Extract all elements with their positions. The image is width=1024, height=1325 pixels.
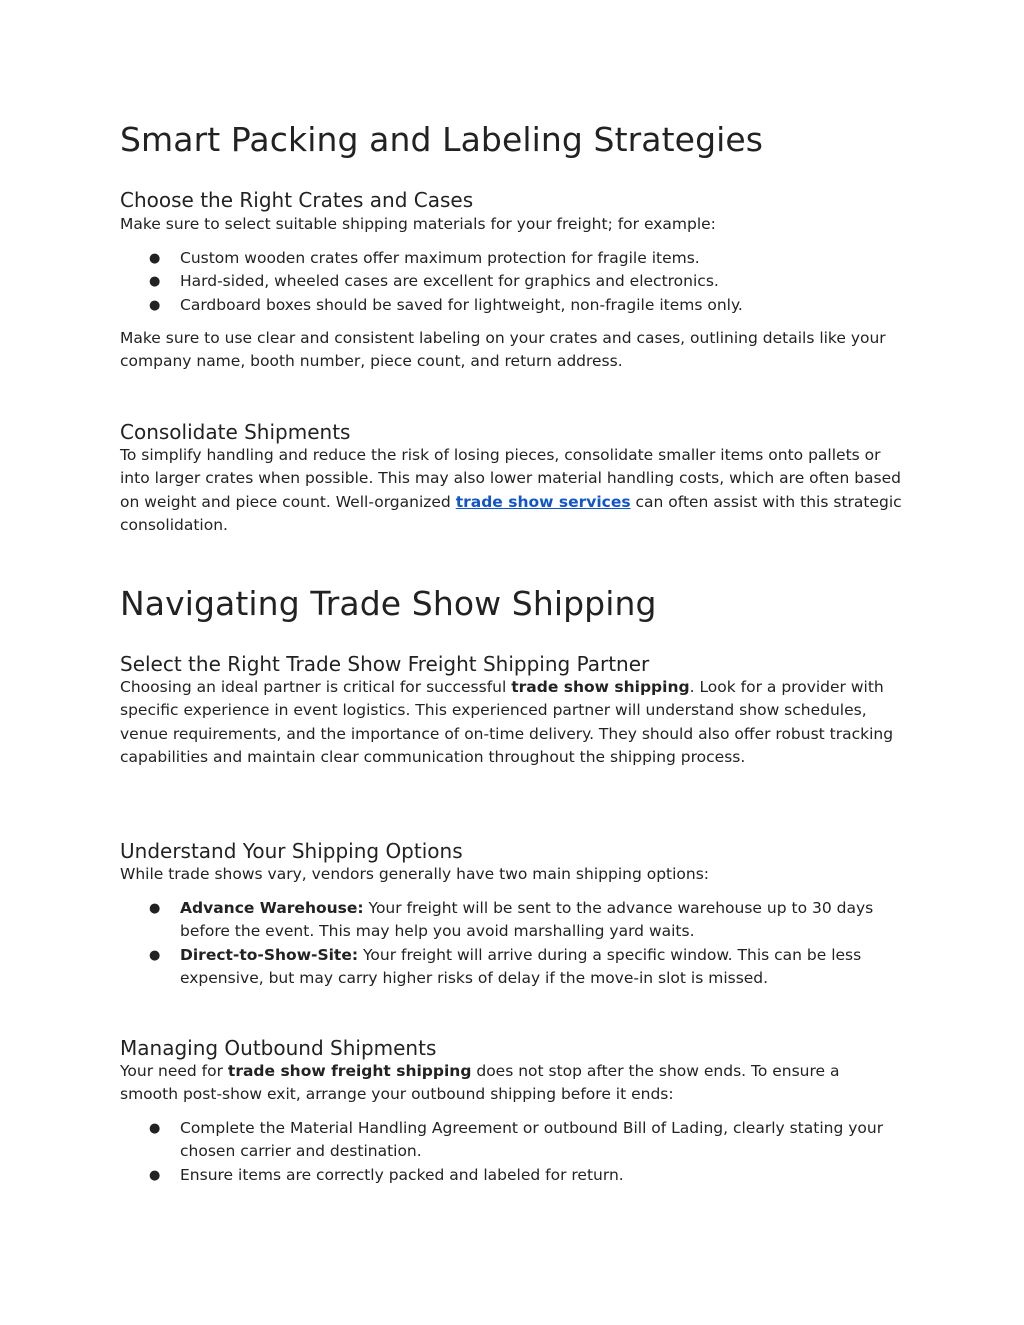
outbound-bullet-list — [120, 1117, 902, 1187]
list-item: ● Ensure items are correctly packed and labeled for return. — [120, 1164, 902, 1187]
list-item: ● Advance Warehouse: Your freight will be sent to the advance warehouse up to 30 days before the event. This may help you avoid marshalling yard waits. — [149, 899, 874, 941]
heading-outbound: Managing Outbound Shipments — [120, 1036, 437, 1060]
consolidate-paragraph: To simplify handling and reduce the risk of losing pieces, consolidate smaller items onto pallets or into larger crates when possible. This may also lower material handling costs, which are often based on weight and piece count. Well-organized trade show services can often assist with this strategic consolidation. — [120, 446, 902, 535]
list-item: ● Complete the Material Handling Agreement or outbound Bill of Lading, clearly stating your chosen carrier and destination. — [149, 1119, 884, 1161]
heading-options: Understand Your Shipping Options — [120, 839, 463, 863]
section-title-shipping: Navigating Trade Show Shipping — [120, 584, 657, 623]
list-item: ● Cardboard boxes should be saved for lightweight, non-fragile items only. — [120, 294, 902, 317]
partner-paragraph: Choosing an ideal partner is critical for successful trade show shipping. Look for a provider with specific experience in event logistics. This experienced partner will understand show schedules, venue requirements, and the importance of on-time delivery. They should also offer robust tracking capabilities and maintain clear communication throughout the shipping process. — [120, 678, 894, 767]
bullet-icon: ● — [149, 901, 161, 916]
bullet-icon: ● — [149, 1167, 161, 1183]
bullet-icon: ● — [149, 251, 161, 266]
bullet-icon: ● — [149, 297, 161, 313]
outbound-paragraph: Your need for trade show freight shipping does not stop after the show ends. To ensure a smooth post-show exit, arrange your outbound shipping before it ends: — [120, 1062, 840, 1104]
bullet-icon: ● — [149, 947, 161, 963]
options-intro: While trade shows vary, vendors generally have two main shipping options: — [120, 865, 710, 883]
list-item: ● Hard-sided, wheeled cases are excellent for graphics and electronics. — [120, 270, 902, 293]
options-bullet-list — [120, 897, 902, 991]
crates-bullet-list — [120, 247, 902, 317]
heading-consolidate: Consolidate Shipments — [120, 420, 351, 444]
labeling-paragraph: Make sure to use clear and consistent labeling on your crates and cases, outlining details like your company name, booth number, piece count, and return address. — [120, 329, 886, 371]
bullet-icon: ● — [149, 1121, 161, 1136]
list-item: ● Custom wooden crates offer maximum protection for fragile items. — [120, 247, 902, 270]
bullet-icon: ● — [149, 274, 161, 290]
heading-crates-cases: Choose the Right Crates and Cases — [120, 188, 474, 212]
list-item: ● Direct-to-Show-Site: Your freight will arrive during a specific window. This can be less expensive, but may carry higher risks of delay if the move-in slot is missed. — [149, 945, 862, 988]
heading-partner: Select the Right Trade Show Freight Shipping Partner — [120, 652, 650, 676]
section-title-packing: Smart Packing and Labeling Strategies — [120, 120, 764, 159]
trade-show-services-link[interactable]: trade show services — [455, 492, 631, 511]
crates-intro: Make sure to select suitable shipping materials for your freight; for example: — [120, 215, 716, 233]
